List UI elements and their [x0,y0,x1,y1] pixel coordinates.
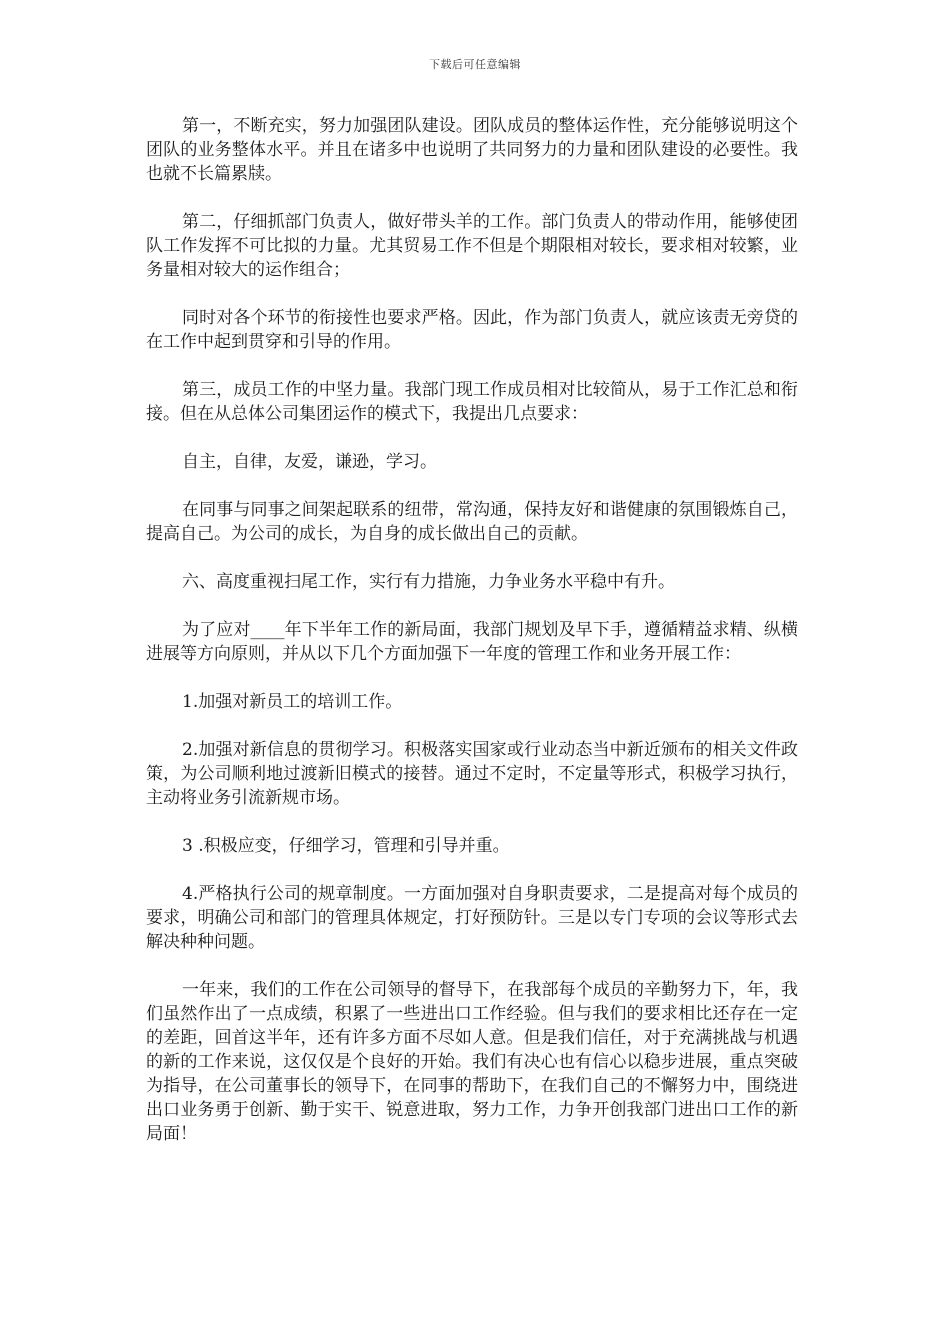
page-header-note: 下载后可任意编辑 [429,58,521,71]
paragraph-3: 同时对各个环节的衔接性也要求严格。因此，作为部门负责人，就应该责无旁贷的在工作中起到贯穿和引导的作用。 [146,308,798,352]
paragraph-10: 2.加强对新信息的贯彻学习。积极落实国家或行业动态当中新近颁布的相关文件政策，为公司顺利地过渡新旧模式的接替。通过不定时，不定量等形式，积极学习执行，主动将业务引流新规市场。 [146,740,798,808]
paragraph-5: 自主，自律，友爱，谦逊，学习。 [182,452,437,472]
paragraph-4: 第三，成员工作的中坚力量。我部门现工作成员相对比较简从，易于工作汇总和衔接。但在从总体公司集团运作的模式下，我提出几点要求： [146,380,798,424]
paragraph-6: 在同事与同事之间架起联系的纽带，常沟通，保持友好和谐健康的氛围锻炼自己，提高自己。为公司的成长，为自身的成长做出自己的贡献。 [146,500,798,544]
paragraph-2: 第二，仔细抓部门负责人，做好带头羊的工作。部门负责人的带动作用，能够使团队工作发挥不可比拟的力量。尤其贸易工作不但是个期限相对较长，要求相对较繁，业务量相对较大的运作组合； [146,212,798,280]
paragraph-9: 1.加强对新员工的培训工作。 [182,692,403,712]
paragraph-1: 第一，不断充实，努力加强团队建设。团队成员的整体运作性，充分能够说明这个团队的业务整体水平。并且在诸多中也说明了共同努力的力量和团队建设的必要性。我也就不长篇累牍。 [146,116,798,184]
paragraph-13: 一年来，我们的工作在公司领导的督导下，在我部每个成员的辛勤努力下，年，我们虽然作出了一点成绩，积累了一些进出口工作经验。但与我们的要求相比还存在一定的差距，回首这半年，还有许多方面不尽如人意。但是我们信任，对于充满挑战与机遇的新的工作来说，这仅仅是个良好的开始。我们有决心也有信心以稳步进展，重点突破为指导，在公司董事长的领导下，在同事的帮助下，在我们自己的不懈努力中，围绕进出口业务勇于创新、勤于实干、锐意进取，努力工作，力争开创我部门进出口工作的新局面！ [146,980,798,1144]
paragraph-11: 3 .积极应变，仔细学习，管理和引导并重。 [182,836,510,856]
document-body [146,114,798,1170]
paragraph-12: 4.严格执行公司的规章制度。一方面加强对自身职责要求，二是提高对每个成员的要求，明确公司和部门的管理具体规定，打好预防针。三是以专门专项的会议等形式去解决种种问题。 [146,884,798,952]
paragraph-7: 六、高度重视扫尾工作，实行有力措施，力争业务水平稳中有升。 [182,572,675,592]
paragraph-8: 为了应对____年下半年工作的新局面，我部门规划及早下手，遵循精益求精、纵横进展等方向原则，并从以下几个方面加强下一年度的管理工作和业务开展工作： [146,620,798,664]
